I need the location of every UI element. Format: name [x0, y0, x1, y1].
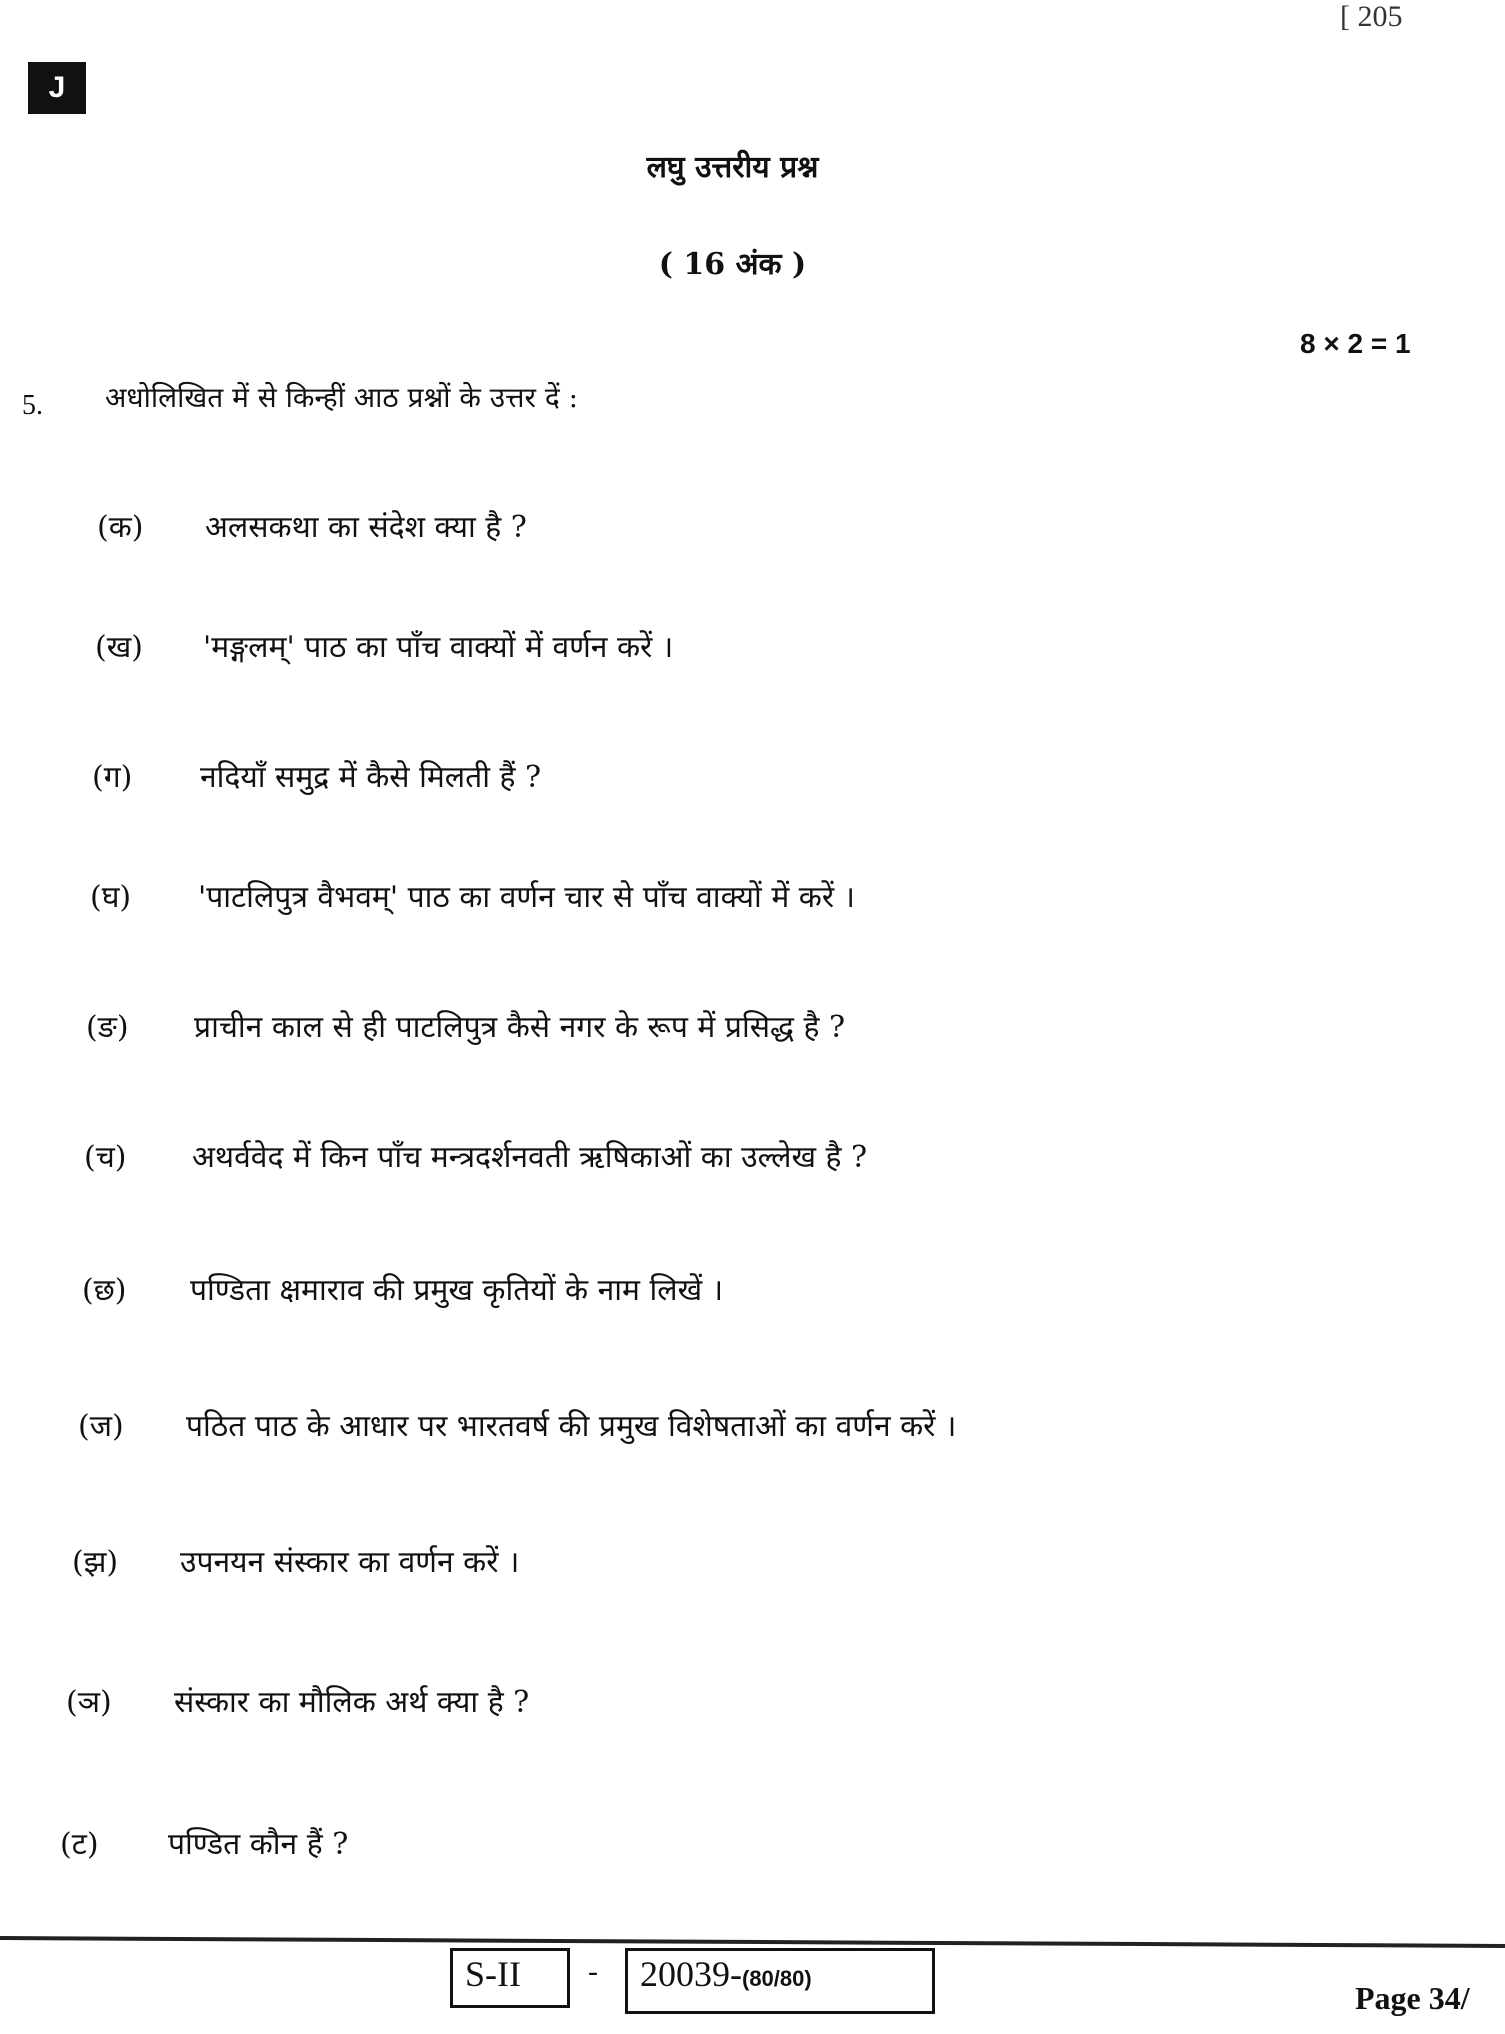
item-text: पठित पाठ के आधार पर भारतवर्ष की प्रमुख विशेषताओं का वर्णन करें ।: [186, 1409, 957, 1444]
section-marks: ( 16 अंक ): [658, 247, 807, 282]
item-text: अथर्ववेद में किन पाँच मन्त्रदर्शनवती ऋषिकाओं का उल्लेख है ?: [192, 1140, 868, 1175]
item-text: पण्डिता क्षमाराव की प्रमुख कृतियों के नाम लिखें ।: [190, 1273, 724, 1308]
item-label: (ट): [60, 1827, 99, 1862]
item-label: (घ): [90, 880, 132, 915]
item-text: 'पाटलिपुत्र वैभवम्' पाठ का वर्णन चार से पाँच वाक्यों में करें ।: [198, 880, 856, 915]
question-item: [90, 875, 855, 916]
item-text: 'मङ्गलम्' पाठ का पाँच वाक्यों में वर्णन करें ।: [203, 630, 674, 665]
item-label: (ञ): [66, 1685, 112, 1720]
item-label: (ख): [95, 630, 143, 665]
footer-divider: [0, 1936, 1505, 1948]
section-title: लघु उत्तरीय प्रश्न: [646, 150, 819, 185]
marks-formula: 8 × 2 = 1: [1300, 328, 1411, 359]
question-item: [78, 1404, 956, 1445]
question-item: [84, 1135, 867, 1176]
item-label: (ग): [92, 760, 133, 795]
question-item: [72, 1540, 519, 1581]
page-number: Page 34/: [1355, 1980, 1470, 2016]
item-text: संस्कार का मौलिक अर्थ क्या है ?: [174, 1685, 530, 1720]
question-item: [86, 1005, 845, 1046]
series-code: S-II: [465, 1954, 521, 1994]
item-text: पण्डित कौन हैं ?: [168, 1827, 349, 1862]
question-item: [60, 1822, 348, 1863]
paper-code: 20039-: [640, 1954, 742, 1994]
paper-code-box: [625, 1948, 935, 2014]
question-instruction: अधोलिखित में से किन्हीं आठ प्रश्नों के उत्तर दें :: [105, 381, 579, 414]
item-text: उपनयन संस्कार का वर्णन करें ।: [180, 1545, 520, 1580]
section-badge: J: [28, 62, 86, 114]
question-item: [97, 505, 527, 546]
paper-code-suffix: (80/80): [742, 1966, 812, 1991]
item-label: (च): [84, 1140, 127, 1175]
item-label: (क): [97, 510, 144, 545]
question-item: [82, 1268, 723, 1309]
item-label: (छ): [82, 1273, 127, 1308]
question-item: [66, 1680, 529, 1721]
item-label: (ज): [78, 1409, 124, 1444]
item-label: (झ): [72, 1545, 119, 1580]
question-number: 5.: [22, 390, 43, 421]
question-item: [95, 625, 673, 666]
page-reference: [ 205: [1340, 0, 1403, 33]
question-item: [92, 755, 541, 796]
item-text: प्राचीन काल से ही पाटलिपुत्र कैसे नगर के रूप में प्रसिद्ध है ?: [194, 1010, 846, 1045]
item-text: अलसकथा का संदेश क्या है ?: [205, 510, 527, 545]
item-label: (ङ): [86, 1010, 129, 1045]
series-box: [450, 1948, 570, 2008]
item-text: नदियाँ समुद्र में कैसे मिलती हैं ?: [200, 760, 542, 795]
footer-dash: -: [588, 1955, 598, 1988]
